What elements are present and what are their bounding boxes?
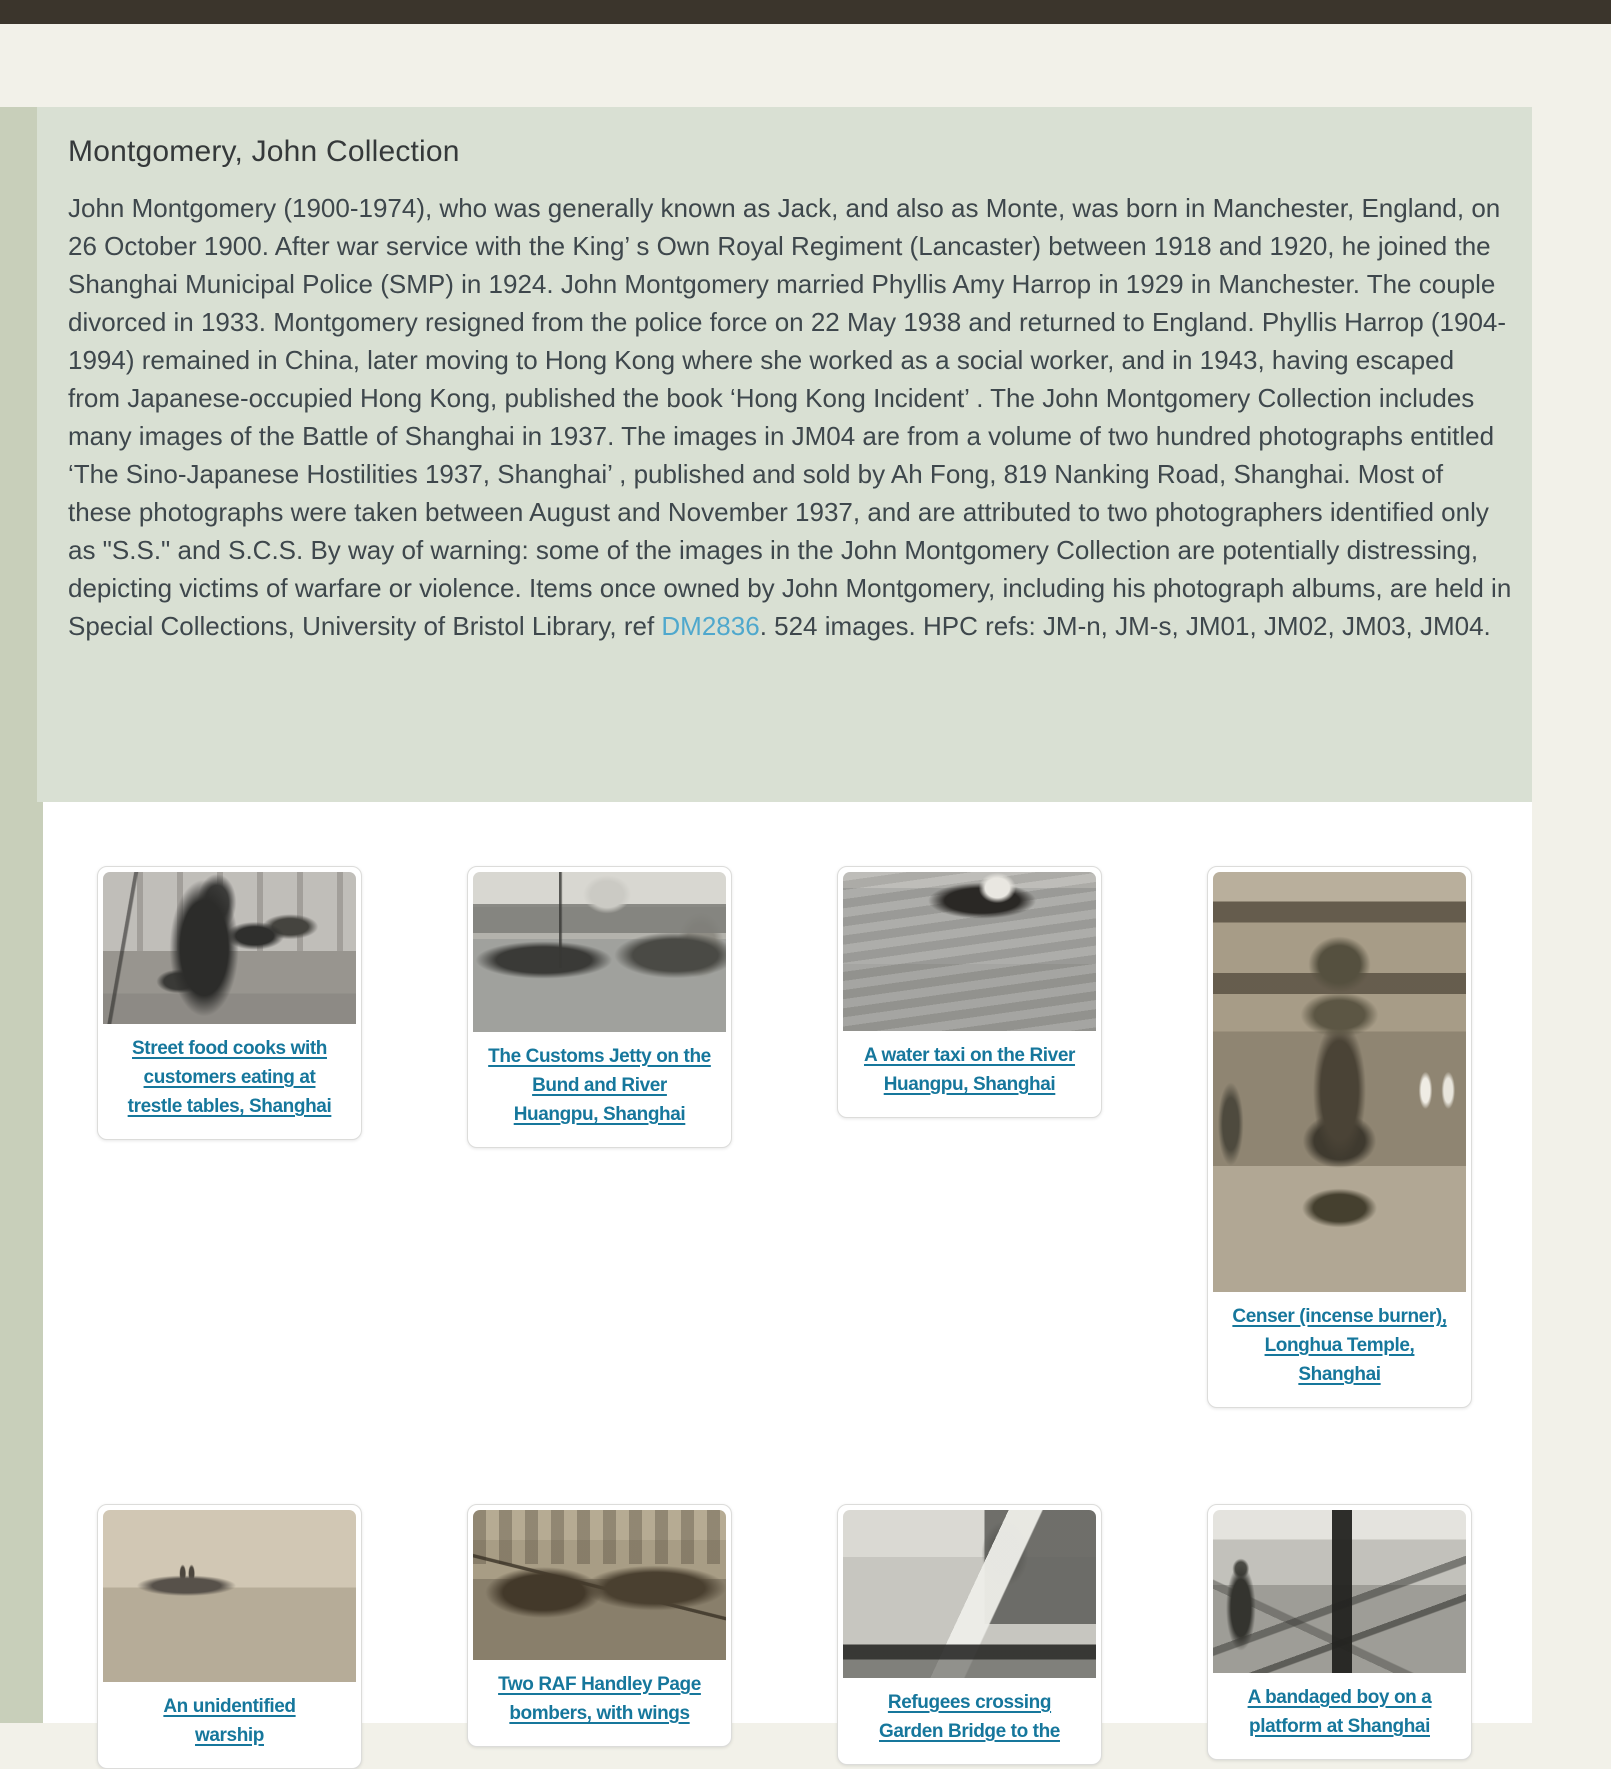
caption-line[interactable]: bombers, with wings bbox=[509, 1703, 690, 1724]
photo-caption-link[interactable] bbox=[843, 1031, 1096, 1112]
photo-card[interactable] bbox=[97, 1504, 362, 1769]
photo-caption-link[interactable] bbox=[1213, 1292, 1466, 1402]
dm2836-link[interactable]: DM2836 bbox=[661, 611, 760, 641]
photo-card-row bbox=[97, 866, 1532, 1408]
page-title: Montgomery, John Collection bbox=[68, 135, 460, 168]
photo-caption-link[interactable] bbox=[103, 1024, 356, 1134]
bombers-photo[interactable] bbox=[473, 1510, 726, 1660]
caption-line[interactable]: Bund and River bbox=[532, 1075, 667, 1096]
caption-line[interactable]: warship bbox=[195, 1725, 264, 1746]
photo-card-row bbox=[97, 1504, 1532, 1769]
bandaged-boy-photo[interactable] bbox=[1213, 1510, 1466, 1673]
caption-line[interactable]: A bandaged boy on a bbox=[1247, 1687, 1432, 1708]
caption-line[interactable]: Street food cooks with bbox=[132, 1038, 327, 1059]
photo-grid bbox=[97, 866, 1532, 1769]
caption-line[interactable]: Huangpu, Shanghai bbox=[513, 1104, 686, 1125]
ship-photo[interactable] bbox=[103, 1510, 356, 1682]
photo-card[interactable] bbox=[837, 1504, 1102, 1765]
photo-card[interactable] bbox=[1207, 1504, 1472, 1760]
photo-caption-link[interactable] bbox=[843, 1678, 1096, 1759]
caption-line[interactable]: Two RAF Handley Page bbox=[498, 1674, 701, 1695]
caption-line[interactable]: Garden Bridge to the bbox=[879, 1721, 1060, 1742]
caption-line[interactable]: Shanghai bbox=[1298, 1364, 1381, 1385]
photo-card[interactable] bbox=[97, 866, 362, 1140]
caption-line[interactable]: trestle tables, Shanghai bbox=[127, 1096, 332, 1117]
water-taxi-photo[interactable] bbox=[843, 872, 1096, 1031]
caption-line[interactable]: Refugees crossing bbox=[887, 1692, 1052, 1713]
photo-caption-link[interactable] bbox=[1213, 1673, 1466, 1754]
photo-caption-link[interactable] bbox=[473, 1660, 726, 1741]
photo-results-area bbox=[43, 802, 1532, 1746]
caption-line[interactable]: Longhua Temple, bbox=[1264, 1335, 1415, 1356]
caption-line[interactable]: A water taxi on the River bbox=[863, 1045, 1076, 1066]
top-bar bbox=[0, 0, 1611, 24]
description-text-before-link: John Montgomery (1900-1974), who was generally known as Jack, and also as Monte, was born in Manchester, England, on 26 October 1900. After war service with the King’ s Own Royal Regiment (Lancaster) between 1918 and 1920, he joined the Shanghai Municipal Police (SMP) in 1924. John Montgomery married Phyllis Amy Harrop in 1929 in Manchester. The couple divorced in 1933. Montgomery resigned from the police force on 22 May 1938 and returned to England. Phyllis Harrop (1904-1994) remained in China, later moving to Hong Kong where she worked as a social worker, and in 1943, having escaped from Japanese-occupied Hong Kong, published the book ‘Hong Kong Incident’ . The John Montgomery Collection includes many images of the Battle of Shanghai in 1937. The images in JM04 are from a volume of two hundred photographs entitled ‘The Sino-Japanese Hostilities 1937, Shanghai’ , published and sold by Ah Fong, 819 Nanking Road, Shanghai. Most of these photographs were taken between August and November 1937, and are attributed to two photographers identified only as "S.S." and S.C.S. By way of warning: some of the images in the John Montgomery Collection are potentially distressing, depicting victims of warfare or violence. Items once owned by John Montgomery, including his photograph albums, are held in Special Collections, University of Bristol Library, ref bbox=[68, 193, 1512, 641]
photo-caption-link[interactable] bbox=[473, 1032, 726, 1142]
collection-header-panel bbox=[37, 107, 1532, 802]
garden-bridge-photo[interactable] bbox=[843, 1510, 1096, 1678]
photo-card[interactable] bbox=[837, 866, 1102, 1118]
censer-photo[interactable] bbox=[1213, 872, 1466, 1292]
customs-jetty-photo[interactable] bbox=[473, 872, 726, 1032]
description-text-after-link: . 524 images. HPC refs: JM-n, JM-s, JM01, JM02, JM03, JM04. bbox=[759, 611, 1491, 641]
caption-line[interactable]: An unidentified bbox=[163, 1696, 296, 1717]
caption-line[interactable]: The Customs Jetty on the bbox=[488, 1046, 711, 1067]
photo-caption-link[interactable] bbox=[103, 1682, 356, 1763]
caption-line[interactable]: Censer (incense burner), bbox=[1232, 1306, 1447, 1327]
street-food-photo[interactable] bbox=[103, 872, 356, 1024]
photo-card[interactable] bbox=[1207, 866, 1472, 1408]
caption-line[interactable]: platform at Shanghai bbox=[1249, 1716, 1430, 1737]
collection-description bbox=[68, 189, 1512, 645]
caption-line[interactable]: customers eating at bbox=[143, 1067, 316, 1088]
photo-card[interactable] bbox=[467, 1504, 732, 1747]
photo-card[interactable] bbox=[467, 866, 732, 1148]
caption-line[interactable]: Huangpu, Shanghai bbox=[883, 1074, 1056, 1095]
